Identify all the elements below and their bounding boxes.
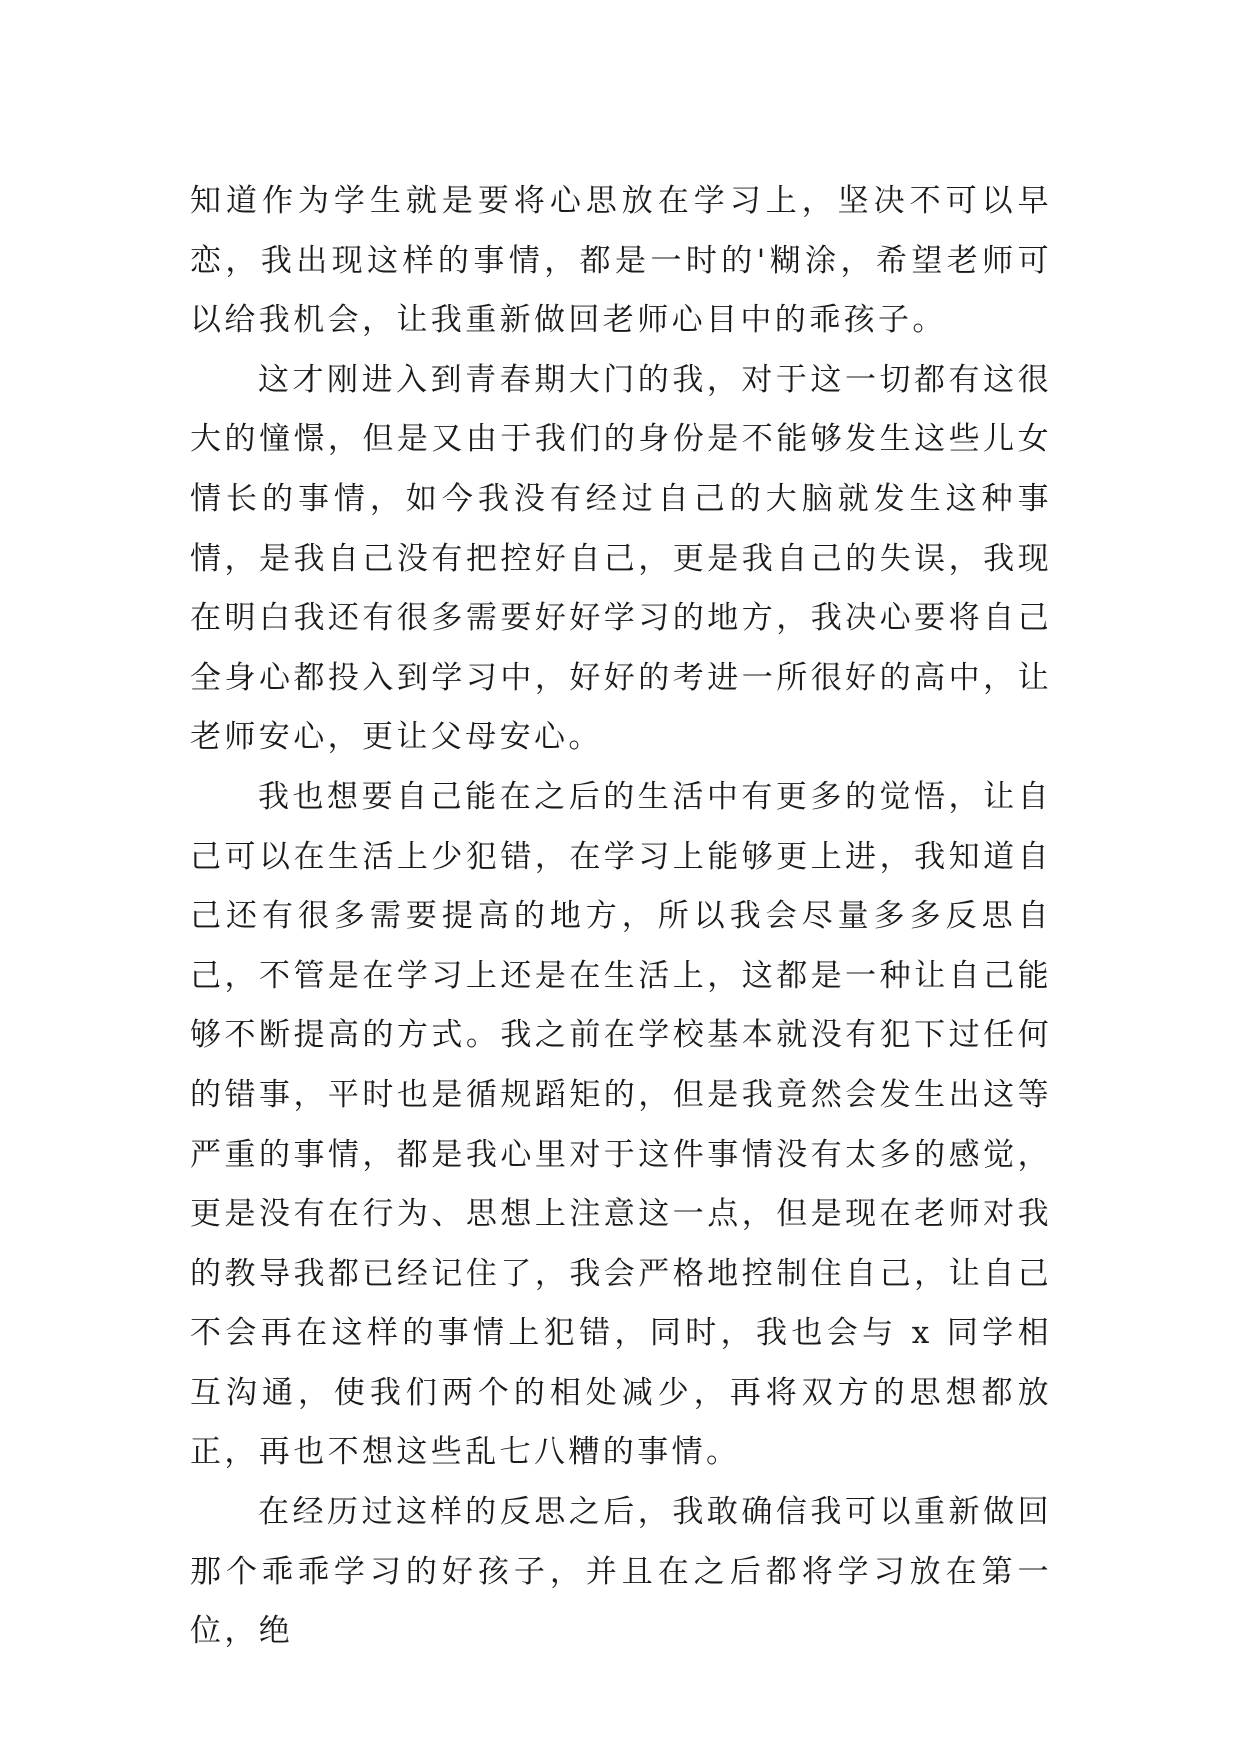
paragraph-3: 我也想要自己能在之后的生活中有更多的觉悟，让自己可以在生活上少犯错，在学习上能够更上进，我知道自己还有很多需要提高的地方，所以我会尽量多多反思自己，不管是在学习上还是在生活上，这都是一种让自己能够不断提高的方式。我之前在学校基本就没有犯下过任何的错事，平时也是循规蹈矩的，但是我竟然会发生出这等严重的事情，都是我心里对于这件事情没有太多的感觉，更是没有在行为、思想上注意这一点，但是现在老师对我的教导我都已经记住了，我会严格地控制住自己，让自己不会再在这样的事情上犯错，同时，我也会与 x 同学相互沟通，使我们两个的相处减少，再将双方的思想都放正，再也不想这些乱七八糟的事情。	[190, 778, 1052, 1471]
document-body	[190, 172, 1052, 1662]
paragraph-2: 这才刚进入到青春期大门的我，对于这一切都有这很大的憧憬，但是又由于我们的身份是不能够发生这些儿女情长的事情，如今我没有经过自己的大脑就发生这种事情，是我自己没有把控好自己，更是我自己的失误，我现在明白我还有很多需要好好学习的地方，我决心要将自己全身心都投入到学习中，好好的考进一所很好的高中，让老师安心，更让父母安心。	[190, 361, 1052, 756]
paragraph-4: 在经历过这样的反思之后，我敢确信我可以重新做回那个乖乖学习的好孩子，并且在之后都将学习放在第一位，绝	[190, 1494, 1052, 1650]
paragraph-1: 知道作为学生就是要将心思放在学习上，坚决不可以早恋，我出现这样的事情，都是一时的'糊涂，希望老师可以给我机会，让我重新做回老师心目中的乖孩子。	[190, 183, 1052, 339]
